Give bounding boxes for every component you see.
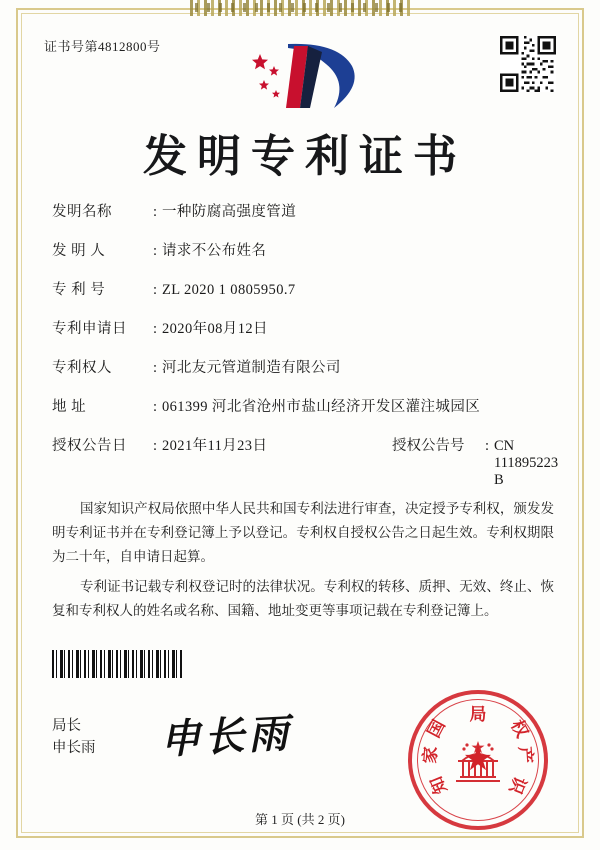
field-row [52, 278, 556, 317]
page-footer: 第 1 页 (共 2 页) [255, 812, 345, 827]
field-label [52, 239, 148, 260]
field-row [52, 395, 556, 434]
top-ornament-detail [190, 3, 410, 12]
field-value: 2021年11月23日 [162, 438, 268, 454]
field-row [52, 317, 556, 356]
field-label-text: 地 址 [52, 399, 87, 415]
field-value: 河北友元管道制造有限公司 [162, 360, 341, 376]
field-label-text: 专 利 号 [52, 282, 106, 298]
field-colon: : [152, 399, 158, 415]
field-label-secondary: 授权公告号 [392, 438, 465, 454]
field-colon-secondary: : [484, 438, 490, 454]
field-label-text: 发明名称 [52, 204, 112, 220]
seal-char: 国 [424, 716, 449, 741]
legal-paragraph: 专利证书记载专利权登记时的法律状况。专利权的转移、质押、无效、终止、恢复和专利权人的姓名或名称、国籍、地址变更等事项记载在专利登记簿上。 [52, 579, 554, 618]
seal-char: 局 [469, 705, 487, 724]
field-label-text: 专利权人 [52, 360, 112, 376]
field-row [52, 239, 556, 278]
signatory-title: 局长 [52, 718, 81, 734]
field-label [52, 395, 148, 416]
seal-char: 产 [515, 745, 536, 765]
field-row [52, 356, 556, 395]
barcode-icon [52, 650, 182, 678]
field-label [52, 317, 148, 338]
field-row [52, 200, 556, 239]
field-label [52, 278, 148, 299]
field-value: ZL 2020 1 0805950.7 [162, 282, 296, 298]
field-list [52, 200, 559, 488]
signature-block [52, 715, 96, 759]
legal-text-block [52, 497, 554, 629]
field-label-text: 授权公告日 [52, 438, 127, 454]
field-value-secondary: CN 111895223 B [494, 438, 559, 488]
seal-char: 识 [505, 773, 530, 797]
field-value: 061399 河北省沧州市盐山经济开发区灌注城园区 [162, 399, 481, 415]
field-colon: : [152, 282, 158, 298]
field-colon: : [152, 321, 158, 337]
legal-paragraph: 国家知识产权局依照中华人民共和国专利法进行审查，决定授予专利权，颁发发明专利证书并在专利登记簿上予以登记。专利权自授权公告之日起生效。专利权期限为二十年，自申请日起算。 [52, 501, 554, 564]
field-row-authorization [52, 434, 559, 488]
field-value: 2020年08月12日 [162, 321, 268, 337]
field-label [52, 356, 148, 377]
seal-star-icon: ★ [462, 741, 494, 778]
field-colon: : [152, 204, 158, 220]
seal-char: 权 [507, 716, 532, 741]
field-label [52, 434, 148, 455]
field-colon: : [152, 360, 158, 376]
signatory-name: 申长雨 [52, 740, 96, 756]
certificate-number: 证书号第4812800号 [44, 39, 161, 54]
seal-char: 知 [426, 773, 451, 797]
field-label-text: 专利申请日 [52, 321, 127, 337]
field-label-text: 发 明 人 [52, 243, 106, 259]
page-title: 发明专利证书 [143, 132, 467, 181]
field-label [52, 200, 148, 221]
cnipa-logo-icon [0, 36, 600, 114]
handwritten-signature: 申长雨 [159, 710, 294, 763]
field-value: 请求不公布姓名 [162, 243, 267, 259]
seal-char: 家 [420, 745, 441, 765]
field-colon: : [152, 243, 158, 259]
field-colon: : [152, 438, 158, 454]
field-value: 一种防腐高强度管道 [162, 204, 297, 220]
